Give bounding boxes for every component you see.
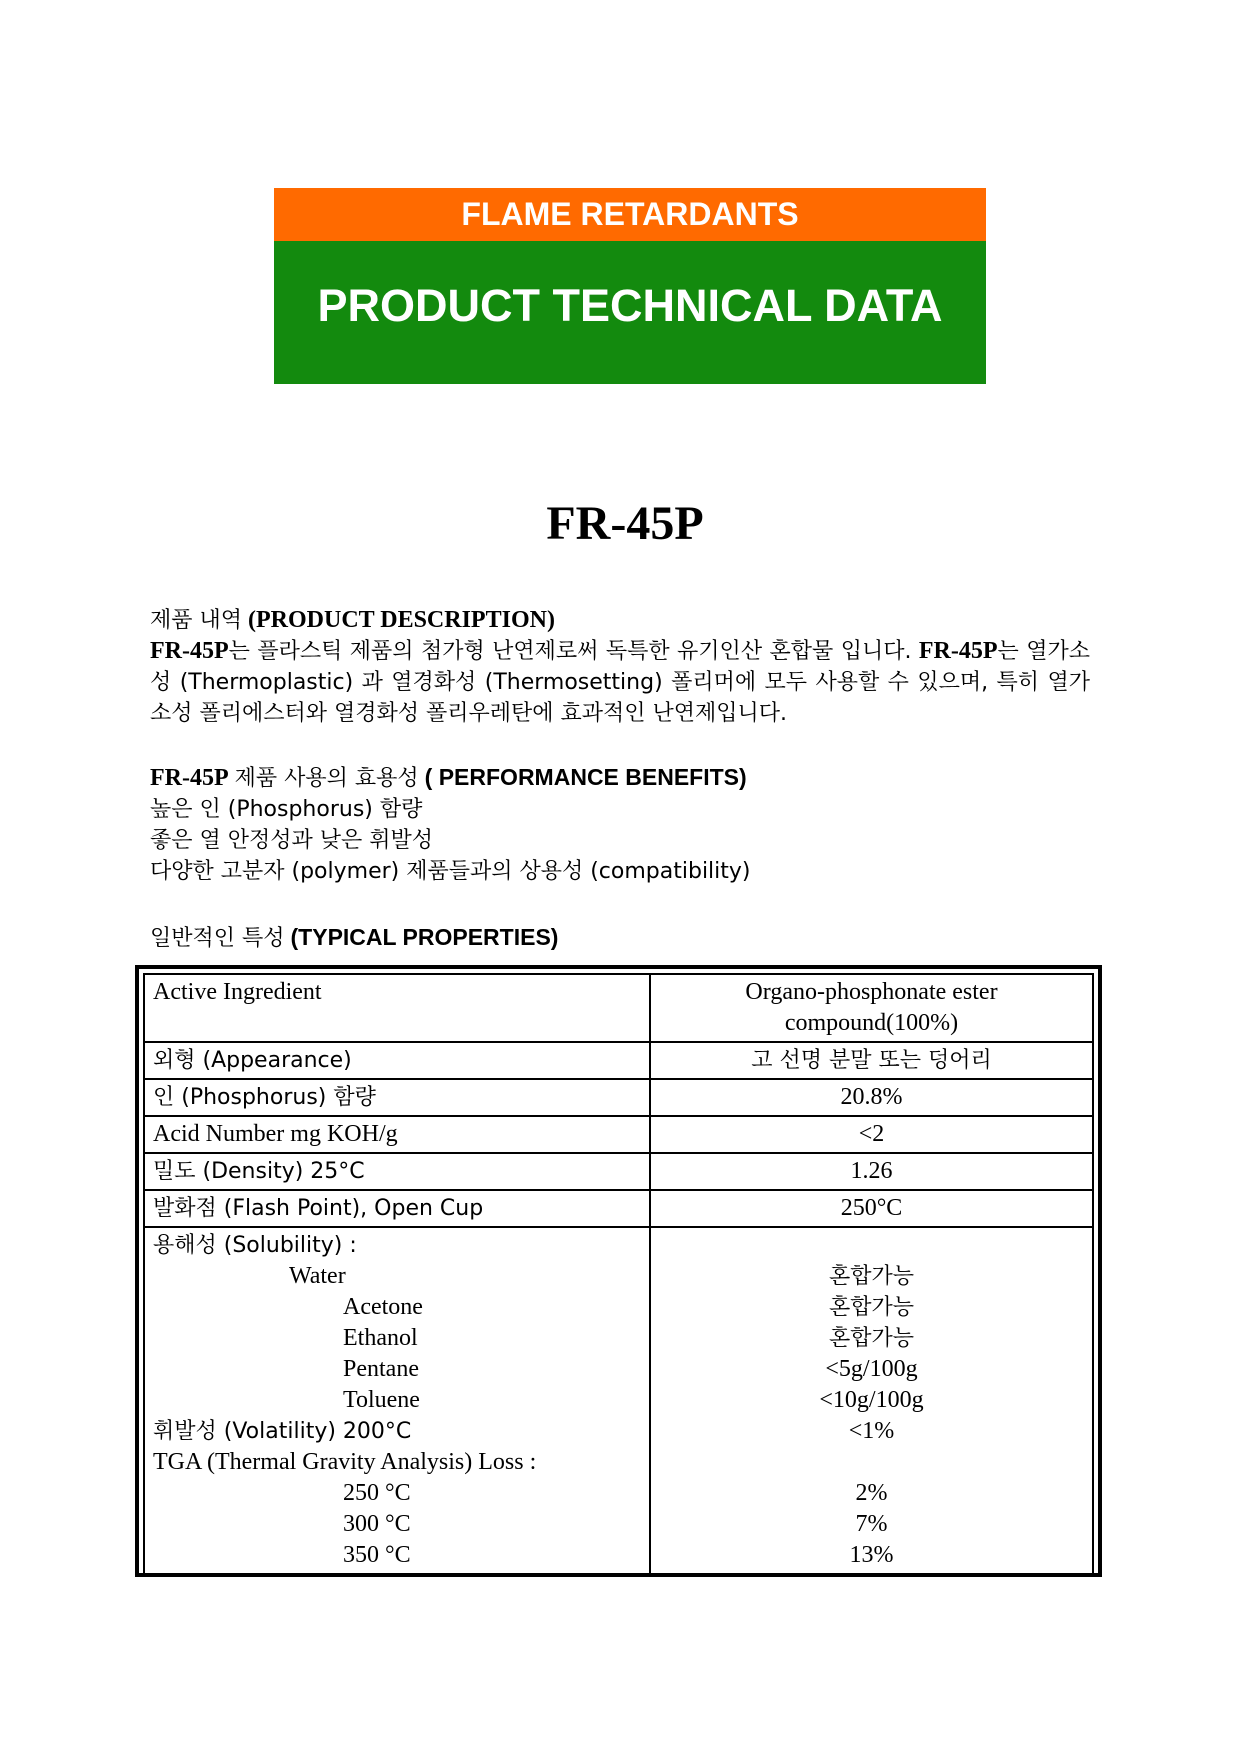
solvent-label: Ethanol: [343, 1325, 418, 1351]
header-banner: [274, 188, 986, 384]
property-value: 고 선명 분말 또는 덩어리: [650, 1042, 1093, 1079]
description-paragraph: [150, 636, 1090, 729]
desc-product-ref: FR-45P: [150, 638, 229, 664]
properties-heading: [150, 922, 1090, 954]
benefit-item: 좋은 열 안정성과 낮은 휘발성: [150, 828, 433, 853]
banner-title: PRODUCT TECHNICAL DATA: [274, 241, 986, 384]
banner-category: FLAME RETARDANTS: [274, 188, 986, 241]
description-section: [150, 605, 1090, 729]
property-label: Active Ingredient: [144, 974, 650, 1042]
solubility-value: 혼합가능: [828, 1326, 914, 1351]
property-value: 1.26: [650, 1153, 1093, 1190]
tga-value: 13%: [849, 1542, 894, 1568]
property-label: 외형 (Appearance): [144, 1042, 650, 1079]
volatility-label: 휘발성 (Volatility) 200°C: [153, 1419, 412, 1444]
value-line: compound(100%): [784, 1010, 959, 1036]
desc-product-ref-2: FR-45P: [918, 638, 998, 664]
table-row: [144, 1116, 1093, 1153]
description-heading-kr: 제품 내역: [150, 608, 243, 633]
benefits-heading-kr: 제품 사용의 효용성: [234, 766, 419, 791]
properties-table: [135, 965, 1102, 1577]
table-row: [144, 1079, 1093, 1116]
solvent-label: Toluene: [343, 1387, 420, 1413]
solubility-value: 혼합가능: [828, 1295, 914, 1320]
tga-value: 2%: [855, 1480, 888, 1506]
solvent-label: Pentane: [343, 1356, 419, 1382]
product-title: FR-45P: [546, 497, 704, 550]
benefits-heading-en: ( PERFORMANCE BENEFITS): [424, 764, 747, 790]
tga-value: 7%: [855, 1511, 888, 1537]
tga-temp: 250 °C: [343, 1480, 411, 1506]
property-value: 20.8%: [650, 1079, 1093, 1116]
property-label: Acid Number mg KOH/g: [144, 1116, 650, 1153]
description-heading-en: (PRODUCT DESCRIPTION): [248, 607, 555, 633]
properties-heading-en: (TYPICAL PROPERTIES): [290, 924, 559, 950]
property-value-group: [650, 1227, 1093, 1574]
table-row: [144, 1227, 1093, 1574]
tga-temp: 350 °C: [343, 1542, 411, 1568]
benefit-item: 다양한 고분자 (polymer) 제품들과의 상용성 (compatibility): [150, 859, 751, 884]
property-label: 발화점 (Flash Point), Open Cup: [144, 1190, 650, 1227]
solvent-label: Water: [289, 1263, 346, 1289]
table-row: [144, 1042, 1093, 1079]
table-row: [144, 1153, 1093, 1190]
tga-temp: 300 °C: [343, 1511, 411, 1537]
table-row: [144, 974, 1093, 1042]
property-label: 인 (Phosphorus) 함량: [144, 1079, 650, 1116]
solubility-label: 용해성 (Solubility) :: [153, 1233, 357, 1258]
benefits-section: [150, 762, 1090, 887]
property-value: 250°C: [650, 1190, 1093, 1227]
volatility-value: <1%: [848, 1418, 895, 1444]
solubility-value: <10g/100g: [819, 1387, 924, 1413]
tga-label: TGA (Thermal Gravity Analysis) Loss :: [153, 1449, 537, 1475]
properties-heading-kr: 일반적인 특성: [150, 926, 285, 951]
property-value: <2: [650, 1116, 1093, 1153]
value-line: Organo-phosphonate ester: [745, 979, 998, 1005]
benefits-heading-product: FR-45P: [150, 765, 229, 791]
property-value: [650, 974, 1093, 1042]
desc-text-1: 는 플라스틱 제품의 첨가형 난연제로써 독특한 유기인산 혼합물 입니다.: [228, 639, 919, 664]
solvent-label: Acetone: [343, 1294, 423, 1320]
description-heading: [150, 605, 1090, 636]
solubility-value: <5g/100g: [825, 1356, 918, 1382]
desc-text-2: 는 열가소성 (Thermoplastic) 과 열경화성 (Thermosetting) 폴리머에 모두 사용할 수 있으며, 특히 열가소성 폴리에스터와 열경화성 폴리우레탄에 효과적인 난연제입니다.: [150, 639, 1090, 726]
property-label: 밀도 (Density) 25°C: [144, 1153, 650, 1190]
benefits-heading: [150, 762, 1090, 794]
solubility-value: 혼합가능: [828, 1264, 914, 1289]
property-label-group: [144, 1227, 650, 1574]
table-row: [144, 1190, 1093, 1227]
benefit-item: 높은 인 (Phosphorus) 함량: [150, 797, 423, 822]
